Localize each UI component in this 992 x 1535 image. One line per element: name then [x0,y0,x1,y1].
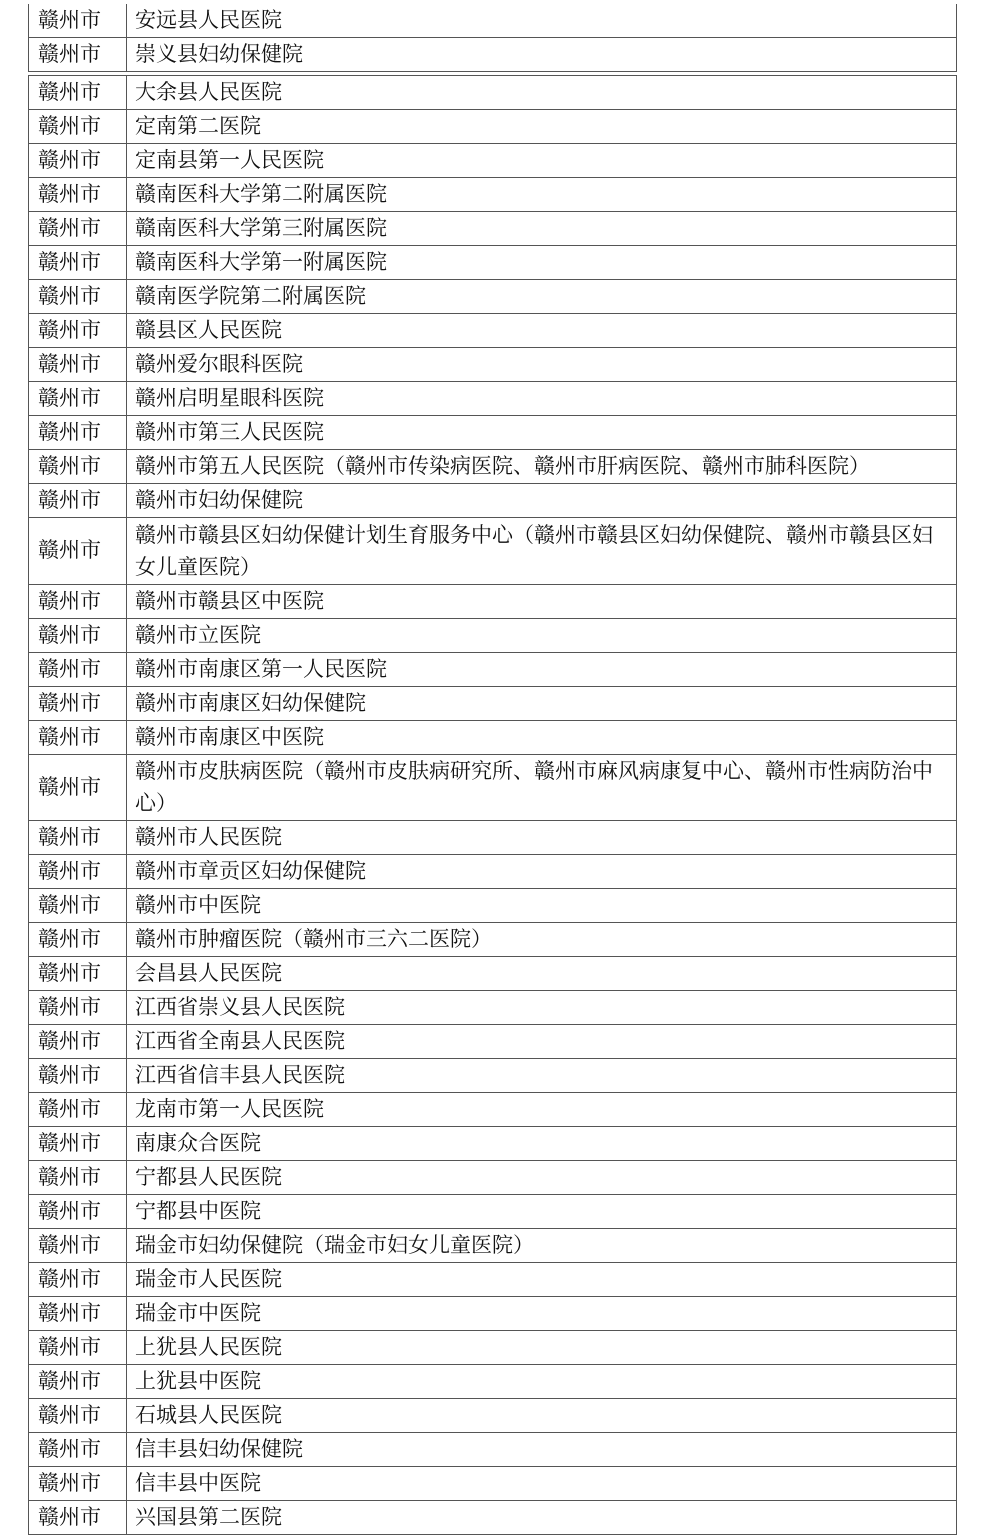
hospital-name-cell: 赣州市第五人民医院（赣州市传染病医院、赣州市肝病医院、赣州市肺科医院） [127,450,957,484]
hospital-name-cell: 崇义县妇幼保健院 [127,38,957,72]
table-row [29,1195,957,1229]
city-cell: 赣州市 [29,1297,127,1331]
city-cell: 赣州市 [29,246,127,280]
table-row [29,484,957,518]
city-cell: 赣州市 [29,1059,127,1093]
hospital-name-cell: 赣州市赣县区妇幼保健计划生育服务中心（赣州市赣县区妇幼保健院、赣州市赣县区妇女儿童医院） [127,518,957,585]
city-cell: 赣州市 [29,38,127,72]
hospital-name-cell: 赣州市人民医院 [127,821,957,855]
city-cell: 赣州市 [29,618,127,652]
table-row [29,1263,957,1297]
table-row [29,314,957,348]
city-cell: 赣州市 [29,314,127,348]
hospital-name-cell: 赣州市第三人民医院 [127,416,957,450]
city-cell: 赣州市 [29,1263,127,1297]
hospital-name-cell: 赣州市南康区第一人民医院 [127,652,957,686]
table-row [29,382,957,416]
city-cell: 赣州市 [29,584,127,618]
hospital-name-cell: 瑞金市人民医院 [127,1263,957,1297]
hospital-name-cell: 瑞金市中医院 [127,1297,957,1331]
table-row [29,686,957,720]
table-row [29,416,957,450]
hospital-name-cell: 兴国县第二医院 [127,1501,957,1535]
city-cell: 赣州市 [29,1365,127,1399]
hospital-name-cell: 江西省信丰县人民医院 [127,1059,957,1093]
hospital-name-cell: 赣州爱尔眼科医院 [127,348,957,382]
city-cell: 赣州市 [29,4,127,38]
table-row [29,1433,957,1467]
city-cell: 赣州市 [29,889,127,923]
hospital-table-body [29,76,957,1535]
hospital-table-top-body [29,4,957,72]
hospital-table-top [28,4,957,72]
city-cell: 赣州市 [29,110,127,144]
hospital-name-cell: 信丰县妇幼保健院 [127,1433,957,1467]
hospital-name-cell: 会昌县人民医院 [127,957,957,991]
table-row [29,212,957,246]
hospital-name-cell: 定南第二医院 [127,110,957,144]
table-row [29,1331,957,1365]
hospital-name-cell: 赣州启明星眼科医院 [127,382,957,416]
table-row [29,1229,957,1263]
table-row [29,720,957,754]
table-row [29,957,957,991]
table-row [29,1127,957,1161]
hospital-name-cell: 安远县人民医院 [127,4,957,38]
city-cell: 赣州市 [29,923,127,957]
table-row [29,38,957,72]
hospital-name-cell: 赣州市南康区妇幼保健院 [127,686,957,720]
hospital-name-cell: 南康众合医院 [127,1127,957,1161]
table-row [29,450,957,484]
hospital-name-cell: 赣州市中医院 [127,889,957,923]
hospital-name-cell: 江西省崇义县人民医院 [127,991,957,1025]
table-row [29,1297,957,1331]
table-row [29,1365,957,1399]
city-cell: 赣州市 [29,212,127,246]
hospital-name-cell: 赣州市肿瘤医院（赣州市三六二医院） [127,923,957,957]
city-cell: 赣州市 [29,991,127,1025]
table-row [29,1093,957,1127]
city-cell: 赣州市 [29,754,127,821]
hospital-name-cell: 赣县区人民医院 [127,314,957,348]
city-cell: 赣州市 [29,720,127,754]
city-cell: 赣州市 [29,382,127,416]
city-cell: 赣州市 [29,1467,127,1501]
table-row [29,280,957,314]
city-cell: 赣州市 [29,280,127,314]
hospital-name-cell: 赣南医学院第二附属医院 [127,280,957,314]
city-cell: 赣州市 [29,178,127,212]
city-cell: 赣州市 [29,1331,127,1365]
table-row [29,178,957,212]
hospital-name-cell: 赣州市妇幼保健院 [127,484,957,518]
hospital-name-cell: 瑞金市妇幼保健院（瑞金市妇女儿童医院） [127,1229,957,1263]
hospital-name-cell: 赣南医科大学第一附属医院 [127,246,957,280]
hospital-table [28,75,957,1535]
hospital-name-cell: 信丰县中医院 [127,1467,957,1501]
hospital-name-cell: 赣南医科大学第二附属医院 [127,178,957,212]
city-cell: 赣州市 [29,416,127,450]
hospital-name-cell: 石城县人民医院 [127,1399,957,1433]
city-cell: 赣州市 [29,76,127,110]
city-cell: 赣州市 [29,1093,127,1127]
table-row [29,1161,957,1195]
table-row [29,4,957,38]
city-cell: 赣州市 [29,855,127,889]
hospital-name-cell: 大余县人民医院 [127,76,957,110]
table-row [29,110,957,144]
table-row [29,1059,957,1093]
city-cell: 赣州市 [29,1025,127,1059]
table-row [29,76,957,110]
hospital-name-cell: 赣州市南康区中医院 [127,720,957,754]
table-row [29,923,957,957]
table-row [29,821,957,855]
hospital-name-cell: 宁都县人民医院 [127,1161,957,1195]
city-cell: 赣州市 [29,1399,127,1433]
table-row [29,889,957,923]
city-cell: 赣州市 [29,1501,127,1535]
hospital-name-cell: 定南县第一人民医院 [127,144,957,178]
table-row [29,246,957,280]
city-cell: 赣州市 [29,450,127,484]
table-row [29,754,957,821]
hospital-name-cell: 上犹县中医院 [127,1365,957,1399]
hospital-name-cell: 赣州市章贡区妇幼保健院 [127,855,957,889]
table-row [29,144,957,178]
city-cell: 赣州市 [29,1433,127,1467]
city-cell: 赣州市 [29,1229,127,1263]
table-row [29,991,957,1025]
hospital-name-cell: 赣南医科大学第三附属医院 [127,212,957,246]
hospital-name-cell: 宁都县中医院 [127,1195,957,1229]
city-cell: 赣州市 [29,1195,127,1229]
table-row [29,855,957,889]
city-cell: 赣州市 [29,1161,127,1195]
city-cell: 赣州市 [29,686,127,720]
city-cell: 赣州市 [29,652,127,686]
table-row [29,348,957,382]
city-cell: 赣州市 [29,348,127,382]
table-row [29,1501,957,1535]
city-cell: 赣州市 [29,144,127,178]
hospital-name-cell: 上犹县人民医院 [127,1331,957,1365]
hospital-name-cell: 赣州市皮肤病医院（赣州市皮肤病研究所、赣州市麻风病康复中心、赣州市性病防治中心） [127,754,957,821]
table-row [29,1025,957,1059]
table-row [29,584,957,618]
table-row [29,1399,957,1433]
hospital-name-cell: 龙南市第一人民医院 [127,1093,957,1127]
table-row [29,652,957,686]
hospital-name-cell: 江西省全南县人民医院 [127,1025,957,1059]
city-cell: 赣州市 [29,821,127,855]
city-cell: 赣州市 [29,518,127,585]
table-row [29,1467,957,1501]
city-cell: 赣州市 [29,957,127,991]
table-row [29,618,957,652]
hospital-name-cell: 赣州市赣县区中医院 [127,584,957,618]
city-cell: 赣州市 [29,1127,127,1161]
hospital-name-cell: 赣州市立医院 [127,618,957,652]
table-row [29,518,957,585]
city-cell: 赣州市 [29,484,127,518]
